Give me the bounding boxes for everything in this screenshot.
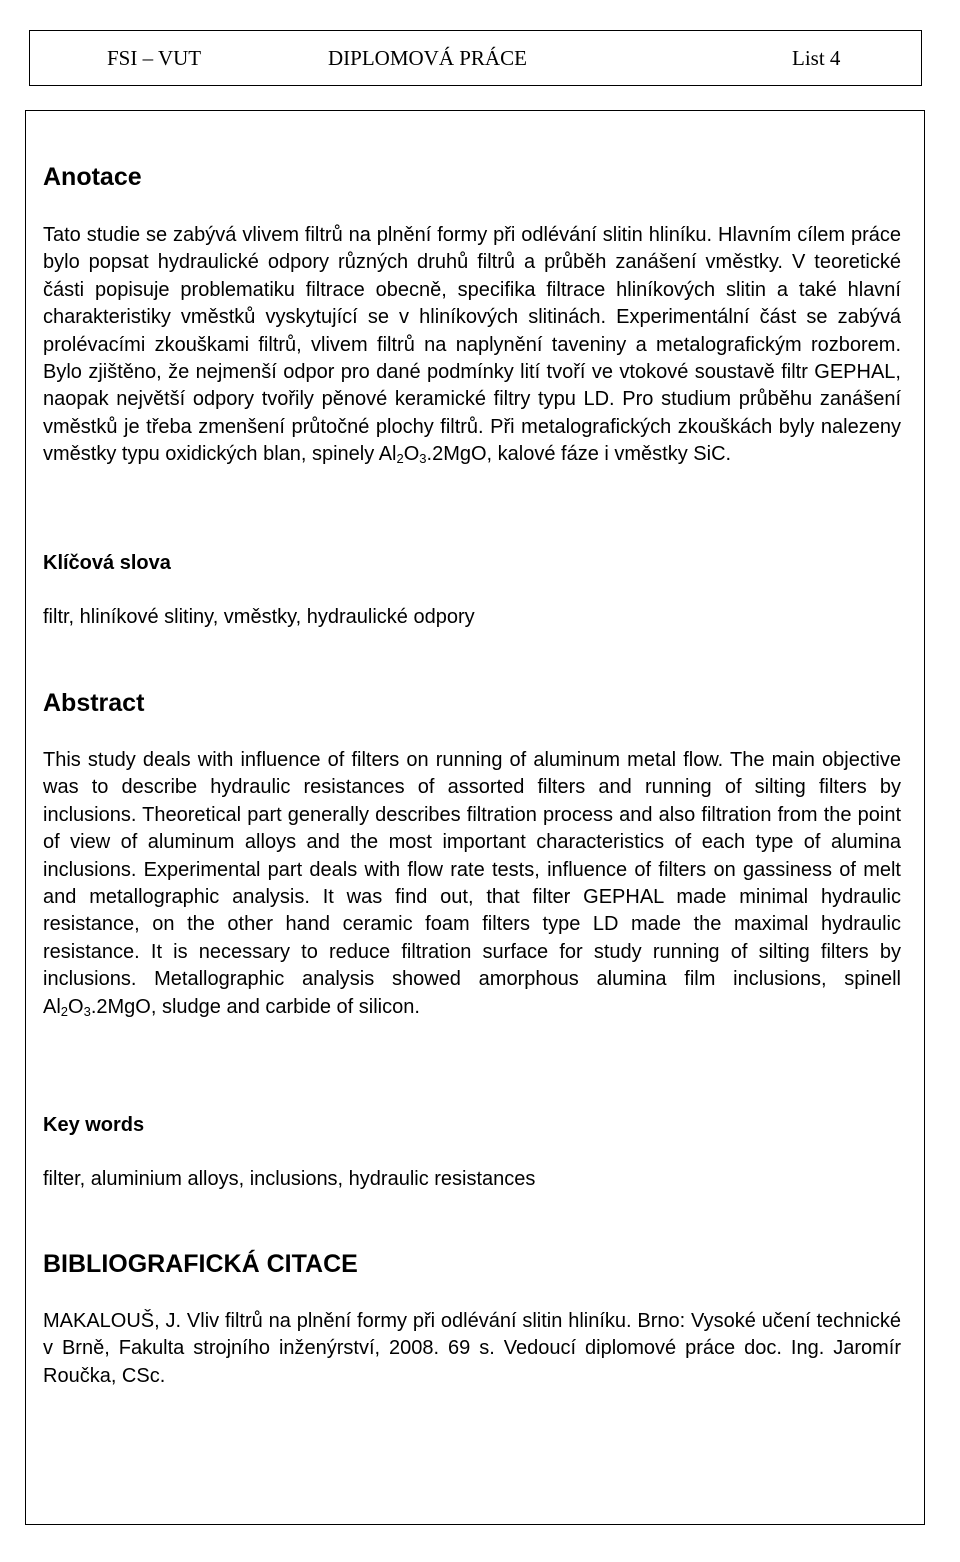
header-page-number: List 4 xyxy=(792,46,841,70)
klicova-slova-text: filtr, hliníkové slitiny, vměstky, hydraulické odpory xyxy=(43,606,475,628)
abstract-text-end: .2MgO, sludge and carbide of silicon. xyxy=(90,995,420,1018)
key-words-text: filter, aluminium alloys, inclusions, hydraulic resistances xyxy=(43,1168,536,1190)
anotace-formula-sub2: 2 xyxy=(396,451,404,467)
klicova-slova-heading: Klíčová slova xyxy=(43,552,171,574)
citace-heading: BIBLIOGRAFICKÁ CITACE xyxy=(43,1250,358,1278)
key-words-heading: Key words xyxy=(43,1114,145,1136)
abstract-heading: Abstract xyxy=(43,689,145,717)
anotace-formula-sub3: 3 xyxy=(419,451,427,467)
anotace-formula-al: Al xyxy=(378,443,397,466)
abstract-formula-sub3: 3 xyxy=(83,1003,91,1019)
header-document-type: DIPLOMOVÁ PRÁCE xyxy=(328,46,527,70)
abstract-paragraph xyxy=(43,747,901,1021)
citace-text: MAKALOUŠ, J. Vliv filtrů na plnění formy při odlévání slitin hliníku. Brno: Vysoké učení technické v Brně, Fakulta strojního inženýrství, 2008. 69 s. Vedoucí diplomové práce doc. Ing. Jaromír Roučka, CSc. xyxy=(43,1310,901,1387)
abstract-formula-o: O xyxy=(68,995,84,1018)
anotace-paragraph xyxy=(43,222,901,469)
header-institution: FSI – VUT xyxy=(107,46,202,70)
page-header xyxy=(29,30,922,86)
abstract-formula-sub2: 2 xyxy=(60,1003,69,1019)
anotace-text-end: .2MgO, kalové fáze i vměstky SiC. xyxy=(426,443,732,466)
anotace-text: Tato studie se zabývá vlivem filtrů na plnění formy při odlévání slitin hliníku. Hlavním cílem práce bylo popsat hydraulické odpory různých druhů filtrů a průběh zanášení vměstky. V teoretické části popisuje problematiku filtrace obecně, specifika filtrace hliníkových slitin a také hlavní charakteristiky vměstků vyskytující se v hliníkových slitinách. Experimentální část se zabývá prolévacími zkouškami filtrů, vlivem filtrů na naplynění taveniny a metalografickým rozborem. Bylo zjištěno, že nejmenší odpor pro dané podmínky lití tvoří ve vtokové soustavě filtr GEPHAL, naopak největší odpory tvořily pěnové keramické filtry typu LD. Pro studium průběhu zanášení vměstků je třeba zmenšení průtočné plochy filtrů. Při metalografických zkouškách byly nalezeny vměstky typu oxidických blan, spinely xyxy=(43,224,901,466)
abstract-text: This study deals with influence of filters on running of aluminum metal flow. The main objective was to describe hydraulic resistances of assorted filters and running of silting filters by inclusions. Theoretical part generally describes filtration process and also filtration from the point of view of aluminum alloys and the most important characteristics of each type of alumina inclusions. Experimental part deals with flow rate tests, influence of filters on gassiness of melt and metallographic analysis. It was find out, that filter GEPHAL made minimal hydraulic resistance, on the other hand ceramic foam filters type LD made the maximal hydraulic resistance. It is necessary to reduce filtration surface for study running of silting filters by inclusions. Metallographic analysis showed amorphous alumina film inclusions, spinell xyxy=(43,749,901,991)
anotace-heading: Anotace xyxy=(43,163,142,191)
anotace-formula-o: O xyxy=(403,443,420,466)
abstract-formula-al: Al xyxy=(43,995,61,1018)
